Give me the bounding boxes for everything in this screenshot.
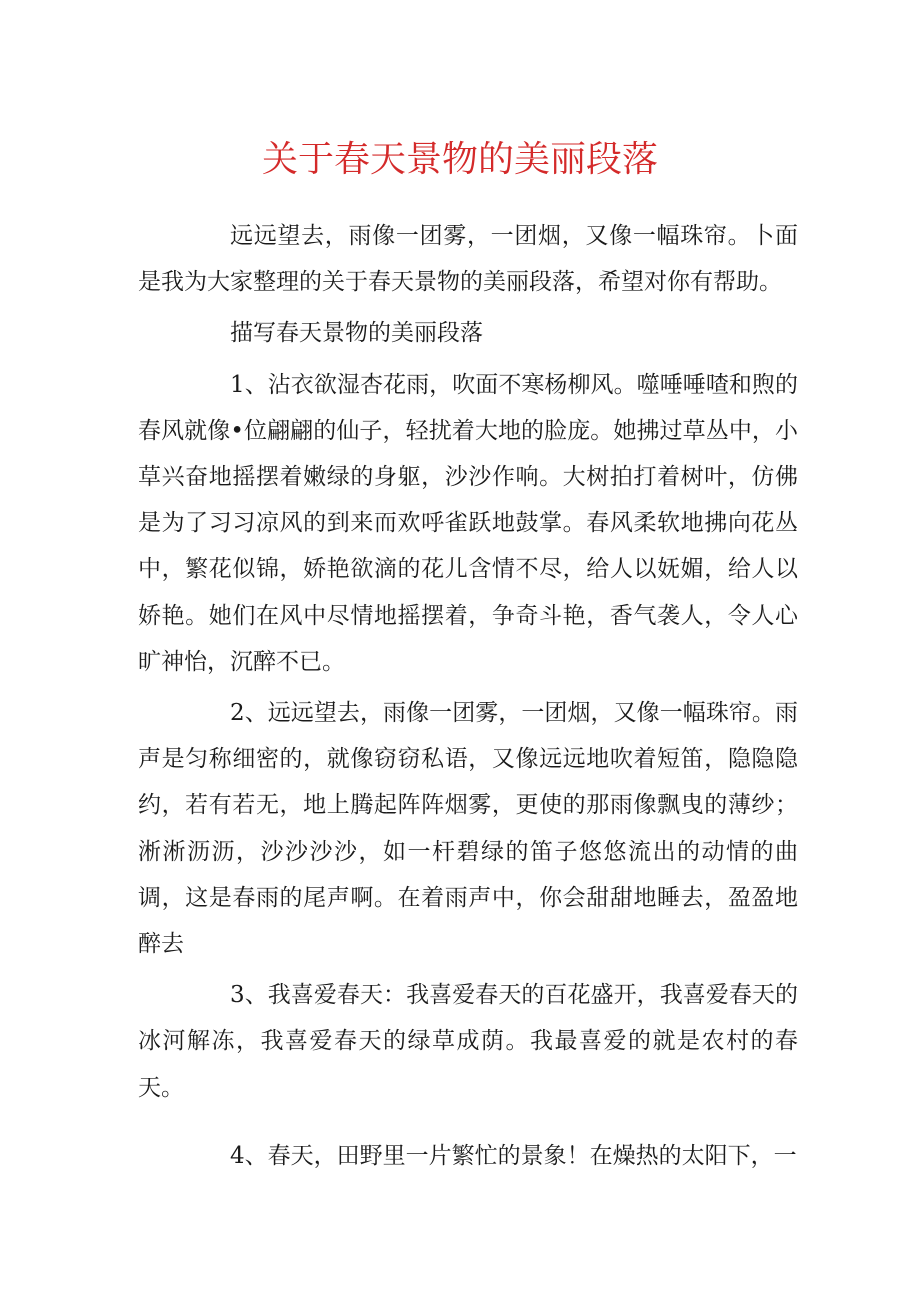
paragraph-2: 2、远远望去，雨像一团雾，一团烟，又像一幅珠帘。雨声是匀称细密的，就像窃窃私语，又像远远地吹着短笛，隐隐隐约，若有若无，地上腾起阵阵烟雾，更使的那雨像飘曳的薄纱；淅淅沥沥，沙沙沙沙，如一杆碧绿的笛子悠悠流出的动情的曲调，这是春雨的尾声啊。在着雨声中，你会甜甜地睡去，盈盈地醉去	[138, 700, 798, 958]
document-body	[138, 213, 798, 1179]
document-title: 关于春天景物的美丽段落	[261, 139, 658, 180]
section-heading: 描写春天景物的美丽段落	[230, 320, 483, 347]
paragraph-1: 1、沾衣欲湿杏花雨，吹面不寒杨柳风。噬唾唾喳和煦的春风就像•位翩翩的仙子，轻扰着大地的脸庞。她拂过草丛中，小草兴奋地摇摆着嫩绿的身躯，沙沙作响。大树拍打着树叶，仿佛是为了习习凉风的到来而欢呼雀跃地鼓掌。春风柔软地拂向花丛中，繁花似锦，娇艳欲滴的花儿含情不尽，给人以妩媚，给人以娇艳。她们在风中尽情地摇摆着，争奇斗艳，香气袭人，令人心旷神怡，沉醉不已。	[138, 371, 798, 675]
paragraph-3: 3、我喜爱春天：我喜爱春天的百花盛开，我喜爱春天的冰河解冻，我喜爱春天的绿草成荫。我最喜爱的就是农村的春天。	[138, 982, 798, 1101]
paragraph-4: 4、春天，田野里一片繁忙的景象！在燥热的太阳下，一	[230, 1142, 797, 1169]
intro-paragraph: 远远望去，雨像一团雾，一团烟，又像一幅珠帘。卜面是我为大家整理的关于春天景物的美丽段落，希望对你有帮助。	[138, 223, 798, 296]
